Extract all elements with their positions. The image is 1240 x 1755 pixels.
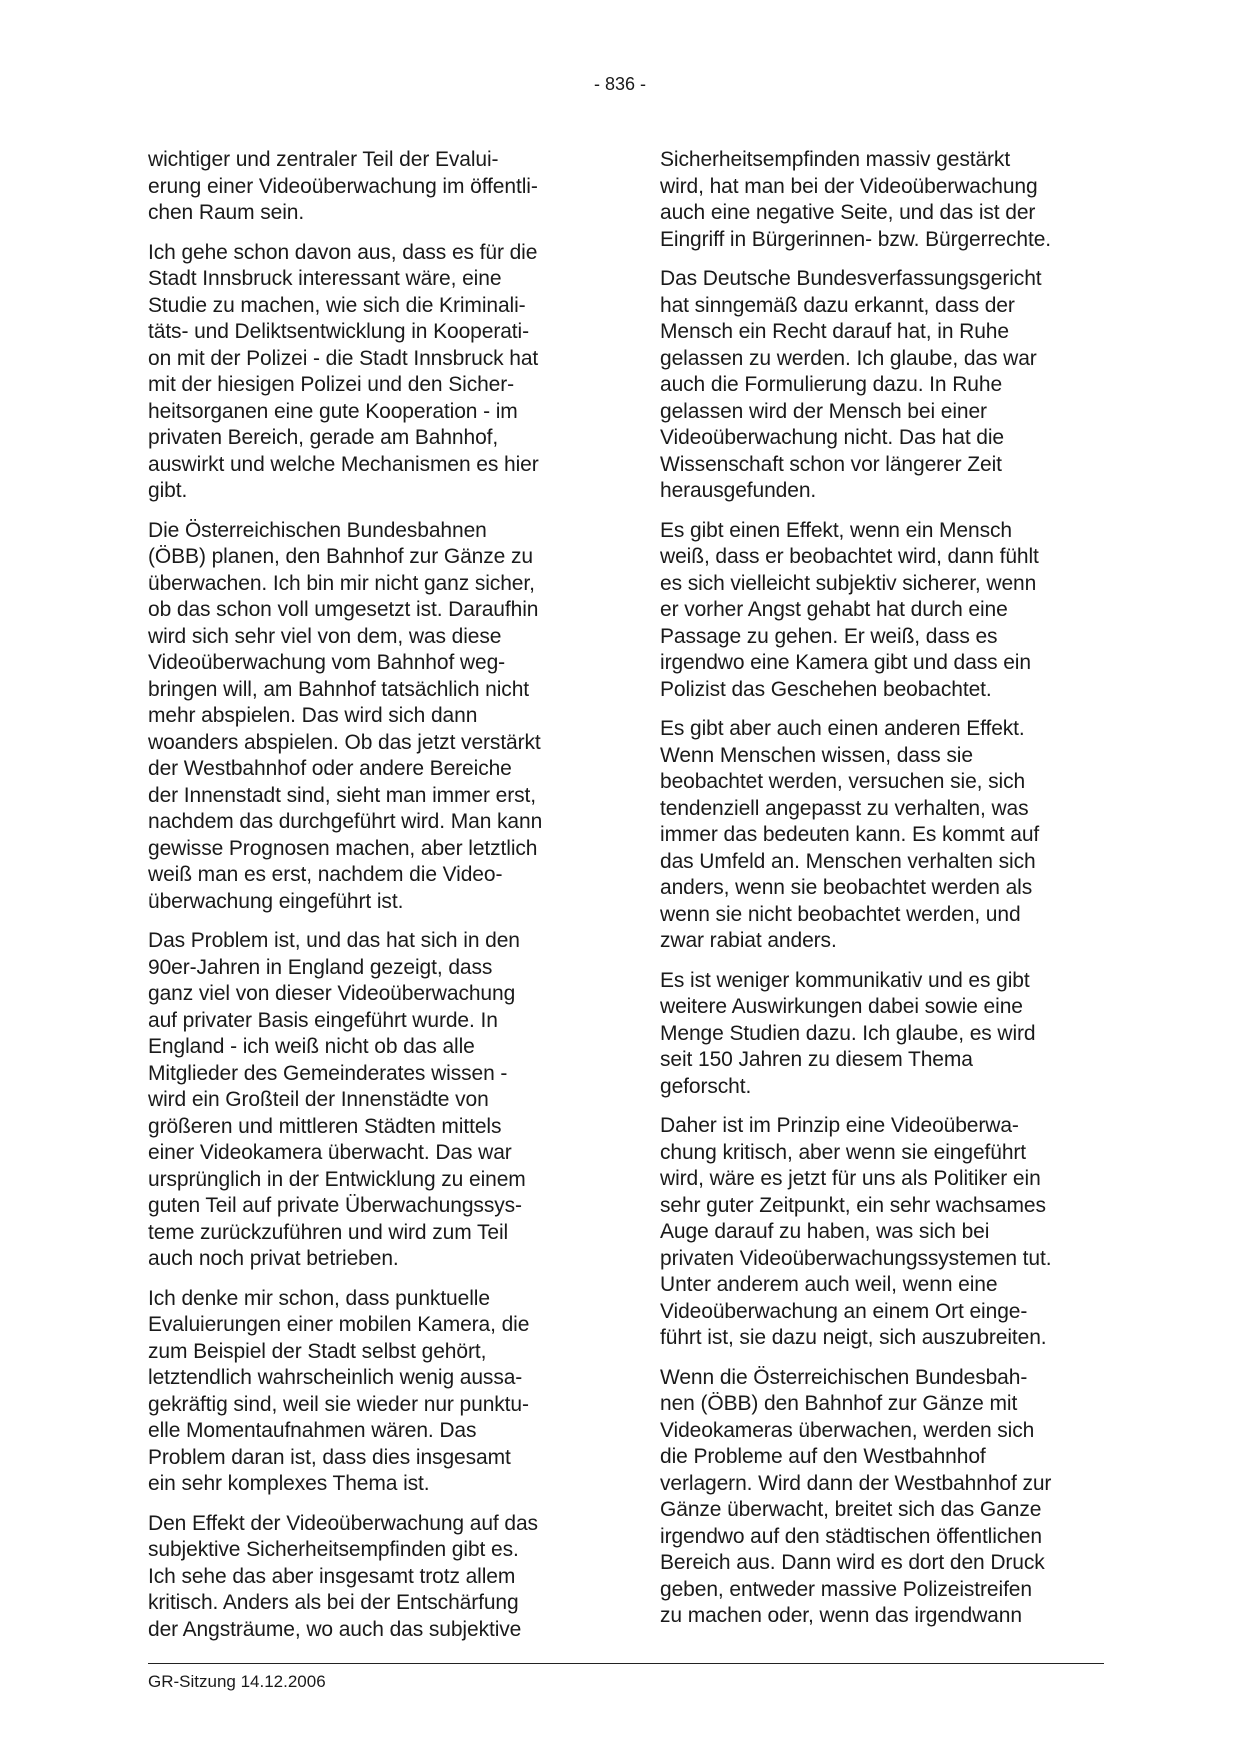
right-column — [660, 147, 1105, 1643]
paragraph: Ich denke mir schon, dass punktuelle Evaluierungen einer mobilen Kamera, die zum Beispiel der Stadt selbst gehört, letztendlich wahrscheinlich wenig aussa- gekräftig sind, weil sie wieder nur punktu- elle Momentaufnahmen wären. Das Problem daran ist, dass dies insgesamt ein sehr komplexes Thema ist. — [148, 1286, 530, 1495]
paragraph: Es gibt einen Effekt, wenn ein Mensch weiß, dass er beobachtet wird, dann fühlt es sich vielleicht subjektiv sicherer, wenn er vorher Angst gehabt hat durch eine Passage zu gehen. Er weiß, dass es irgendwo eine Kamera gibt und dass ein Polizist das Geschehen beobachtet. — [660, 518, 1039, 701]
paragraph: Das Deutsche Bundesverfassungsgericht hat sinngemäß dazu erkannt, dass der Mensch ein Recht darauf hat, in Ruhe gelassen zu werden. Ich glaube, das war auch die Formulierung dazu. In Ruhe gelassen wird der Mensch bei einer Videoüberwachung nicht. Das hat die Wissenschaft schon vor längerer Zeit herausgefunden. — [660, 267, 1042, 502]
left-column — [148, 147, 593, 1656]
paragraph: Das Problem ist, und das hat sich in den 90er-Jahren in England gezeigt, dass ganz viel von dieser Videoüberwachung auf privater Basis eingeführt wurde. In England - ich weiß nicht ob das alle Mitglieder des Gemeinderates wissen - wird ein Großteil der Innenstädte von größeren und mittleren Städten mittels einer Videokamera überwacht. Das war ursprünglich in der Entwicklung zu einem guten Teil auf private Überwachungssys- teme zurückzuführen und wird zum Teil auch noch privat betrieben. — [148, 929, 526, 1270]
paragraph: Es gibt aber auch einen anderen Effekt. Wenn Menschen wissen, dass sie beobachtet werden, versuchen sie, sich tendenziell angepasst zu verhalten, was immer das bedeuten kann. Es kommt auf das Umfeld an. Menschen verhalten sich anders, wenn sie beobachtet werden als wenn sie nicht beobachtet werden, und zwar rabiat anders. — [660, 717, 1040, 952]
paragraph: Ich gehe schon davon aus, dass es für die Stadt Innsbruck interessant wäre, eine Studie zu machen, wie sich die Kriminali- täts- und Deliktsentwicklung in Kooperati- on mit der Polizei - die Stadt Innsbruck hat mit der hiesigen Polizei und den Sicher- heitsorganen eine gute Kooperation - im privaten Bereich, gerade am Bahnhof, auswirkt und welche Mechanismen es hier gibt. — [148, 240, 539, 502]
paragraph: Die Österreichischen Bundesbahnen (ÖBB) planen, den Bahnhof zur Gänze zu überwachen. Ich bin mir nicht ganz sicher, ob das schon voll umgesetzt ist. Daraufhin wird sich sehr viel von dem, was diese Videoüberwachung vom Bahnhof weg- bringen will, am Bahnhof tatsächlich nicht mehr abspielen. Das wird sich dann woanders abspielen. Ob das jetzt verstärkt der Westbahnhof oder andere Bereiche der Innenstadt sind, sieht man immer erst, nachdem das durchgeführt wird. Man kann gewisse Prognosen machen, aber letztlich weiß man es erst, nachdem die Video- überwachung eingeführt ist. — [148, 518, 543, 913]
paragraph: Daher ist im Prinzip eine Videoüberwa- chung kritisch, aber wenn sie eingeführt wird, wäre es jetzt für uns als Politiker ein sehr guter Zeitpunkt, ein sehr wachsames Auge darauf zu haben, was sich bei privaten Videoüberwachungssystemen tut. Unter anderem auch weil, wenn eine Videoüberwachung an einem Ort einge- führt ist, sie dazu neigt, sich auszubreiten. — [660, 1114, 1052, 1349]
paragraph: Wenn die Österreichischen Bundesbah- nen (ÖBB) den Bahnhof zur Gänze mit Videokameras überwachen, werden sich die Probleme auf den Westbahnhof verlagern. Wird dann der Westbahnhof zur Gänze überwacht, breitet sich das Ganze irgendwo auf den städtischen öffentlichen Bereich aus. Dann wird es dort den Druck geben, entweder massive Polizeistreifen zu machen oder, wenn das irgendwann — [660, 1365, 1052, 1627]
paragraph: wichtiger und zentraler Teil der Evalui- erung einer Videoüberwachung im öffentli- chen Raum sein. — [148, 148, 538, 224]
paragraph: Es ist weniger kommunikativ und es gibt weitere Auswirkungen dabei sowie eine Menge Studien dazu. Ich glaube, es wird seit 150 Jahren zu diesem Thema geforscht. — [660, 968, 1036, 1098]
page-number: - 836 - — [593, 74, 647, 94]
footer-session-label: GR-Sitzung 14.12.2006 — [148, 1672, 326, 1691]
paragraph: Sicherheitsempfinden massiv gestärkt wird, hat man bei der Videoüberwachung auch eine negative Seite, und das ist der Eingriff in Bürgerinnen- bzw. Bürgerrechte. — [660, 148, 1052, 251]
footer-divider — [148, 1663, 1104, 1664]
paragraph: Den Effekt der Videoüberwachung auf das subjektive Sicherheitsempfinden gibt es. Ich sehe das aber insgesamt trotz allem kritisch. Anders als bei der Entschärfung der Angsträume, wo auch das subjektive — [148, 1511, 538, 1641]
